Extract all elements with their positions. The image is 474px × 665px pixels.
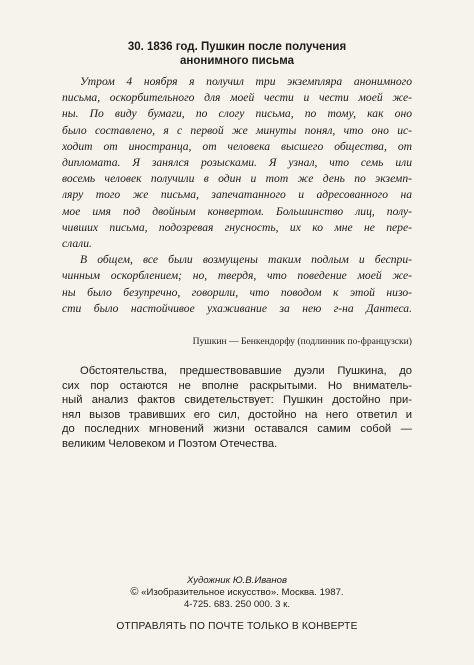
quote-attribution: Пушкин — Бенкендорфу (подлинник по-французски) (192, 336, 412, 347)
publisher-line (0, 587, 474, 599)
quote-line: восемь человек получили в один и тот же день по экземп- (62, 172, 412, 186)
quote-line: слали. (62, 237, 92, 251)
quote-line: чинным оскорблением; но, твердя, что поведение моей же- (62, 269, 412, 283)
copyright-icon: © (130, 585, 139, 598)
body-line: нял вызов травивших его сил, достойно на него ответил и (62, 408, 412, 421)
quote-line: сти было настойчивое ухаживание за нею г-на Дантеса. (62, 301, 412, 315)
quote-line: В общем, все были возмущены таким подлым и беспри- (80, 253, 412, 267)
body-line: до последних мгновений жизни оставался самим собой — (62, 423, 412, 436)
title-line-2: анонимного письма (180, 55, 294, 67)
quote-line: мое имя под двойным конвертом. Большинство лиц, полу- (62, 204, 412, 218)
quote-line: Утром 4 ноября я получил три экземпляра анонимного (80, 75, 412, 88)
body-line: ный анализ фактов свидетельствует: Пушкин достойно при- (62, 394, 412, 407)
title-line-1: 30. 1836 год. Пушкин после получения (127, 41, 347, 53)
mailing-instruction: ОТПРАВЛЯТЬ ПО ПОЧТЕ ТОЛЬКО В КОНВЕРТЕ (116, 621, 358, 632)
commentary-paragraph (62, 364, 412, 452)
letter-quote (62, 74, 412, 317)
quote-line: ны было безупречно, говорили, что поводом к этой низо- (62, 285, 412, 299)
artist-credit: Художник Ю.В.Иванов (187, 575, 287, 586)
body-line: великим Человеком и Поэтом Отечества. (62, 437, 278, 450)
quote-line: ляру того же письма, запечатанного и адресованного на (62, 188, 412, 202)
print-codes: 4-725. 683. 250 000. 3 к. (183, 598, 291, 610)
colophon (0, 575, 474, 610)
quote-line: ны. По виду бумаги, по слогу письма, по тому, как оно (62, 107, 412, 121)
publisher-text: «Изобразительное искусство». Москва. 1987. (141, 586, 344, 598)
quote-line: ходит от иностранца, от человека высшего общества, от (62, 139, 412, 153)
quote-line: чивших письма, подозревая гнусность, их ко мне не пере- (62, 220, 412, 234)
quote-line: дипломата. Я занялся розысками. Я узнал, что семь или (62, 156, 412, 170)
quote-line: письма, оскорбительного для моей чести и чести моей же- (62, 91, 412, 105)
quote-line: было составлено, я с первой же минуты понял, что оно ис- (62, 123, 412, 137)
body-line: сих пор остаются не вполне раскрытыми. Но вниматель- (62, 379, 412, 392)
document-title (0, 40, 474, 68)
body-line: Обстоятельства, предшествовавшие дуэли Пушкина, до (80, 365, 412, 377)
